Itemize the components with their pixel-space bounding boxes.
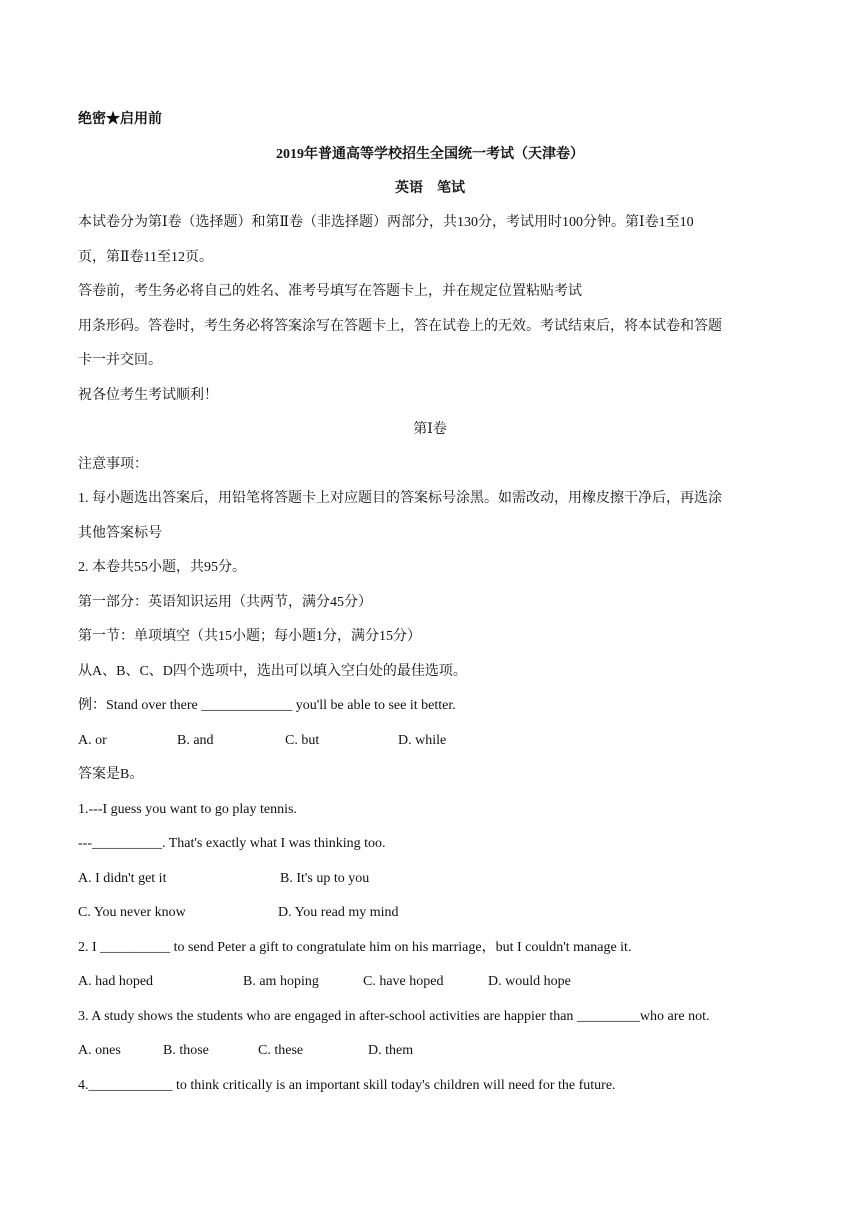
example-options bbox=[0, 732, 860, 750]
intro-line: 用条形码。答卷时，考生务必将答案涂写在答题卡上，答在试卷上的无效。考试结束后，将本试卷和答题 bbox=[78, 319, 722, 334]
intro-line: 本试卷分为第Ⅰ卷（选择题）和第Ⅱ卷（非选择题）两部分，共130分，考试用时100分钟。第Ⅰ卷1至10 bbox=[78, 215, 694, 230]
part-heading: 第一部分：英语知识运用（共两节，满分45分） bbox=[78, 595, 372, 610]
option-a: A. had hoped bbox=[78, 974, 154, 989]
good-luck-text: 祝各位考生考试顺利！ bbox=[78, 388, 218, 403]
question-options bbox=[0, 870, 860, 888]
confidential-label: 绝密★启用前 bbox=[78, 112, 162, 127]
option-b: B. am hoping bbox=[243, 974, 319, 989]
notice-item: 2. 本卷共55小题，共95分。 bbox=[78, 560, 246, 575]
intro-line: 答卷前，考生务必将自己的姓名、准考号填写在答题卡上，并在规定位置粘贴考试 bbox=[78, 284, 582, 299]
option-a: A. I didn't get it bbox=[78, 871, 167, 886]
option-b: B. those bbox=[163, 1043, 209, 1058]
question-stem: 3. A study shows the students who are engaged in after-school activities are happier than _________who are not. bbox=[78, 1009, 710, 1024]
question-options bbox=[0, 904, 860, 922]
notice-item: 其他答案标号 bbox=[78, 526, 162, 541]
question-stem: ---__________. That's exactly what I was thinking too. bbox=[78, 836, 386, 851]
exam-title: 2019年普通高等学校招生全国统一考试（天津卷） bbox=[276, 147, 584, 162]
option-b: B. It's up to you bbox=[280, 871, 370, 886]
option-c: C. have hoped bbox=[363, 974, 444, 989]
option-a: A. or bbox=[78, 733, 107, 748]
example-stem: 例：Stand over there _____________ you'll be able to see it better. bbox=[78, 698, 456, 713]
question-stem: 4.____________ to think critically is an important skill today's children will need for the future. bbox=[78, 1078, 616, 1093]
instruction-text: 从A、B、C、D四个选项中，选出可以填入空白处的最佳选项。 bbox=[78, 664, 467, 679]
intro-line: 卡一并交回。 bbox=[78, 353, 162, 368]
example-answer: 答案是B。 bbox=[78, 767, 144, 782]
question-options bbox=[0, 1042, 860, 1060]
option-c: C. these bbox=[258, 1043, 304, 1058]
question-options bbox=[0, 973, 860, 991]
intro-line: 页，第Ⅱ卷11至12页。 bbox=[78, 250, 213, 265]
volume-title: 第Ⅰ卷 bbox=[413, 422, 447, 437]
option-d: D. would hope bbox=[488, 974, 571, 989]
option-d: D. You read my mind bbox=[278, 905, 399, 920]
option-c: C. You never know bbox=[78, 905, 186, 920]
subject-title: 英语 笔试 bbox=[395, 181, 465, 196]
option-d: D. them bbox=[368, 1043, 414, 1058]
question-stem: 1.---I guess you want to go play tennis. bbox=[78, 802, 297, 817]
option-a: A. ones bbox=[78, 1043, 121, 1058]
notice-item: 1. 每小题选出答案后，用铅笔将答题卡上对应题目的答案标号涂黑。如需改动，用橡皮擦干净后，再选涂 bbox=[78, 491, 722, 506]
option-c: C. but bbox=[285, 733, 320, 748]
option-d: D. while bbox=[398, 733, 447, 748]
notice-heading: 注意事项： bbox=[78, 457, 148, 472]
question-stem: 2. I __________ to send Peter a gift to congratulate him on his marriage，but I couldn't manage it. bbox=[78, 940, 632, 955]
option-b: B. and bbox=[177, 733, 214, 748]
section-heading: 第一节：单项填空（共15小题；每小题1分，满分15分） bbox=[78, 629, 421, 644]
